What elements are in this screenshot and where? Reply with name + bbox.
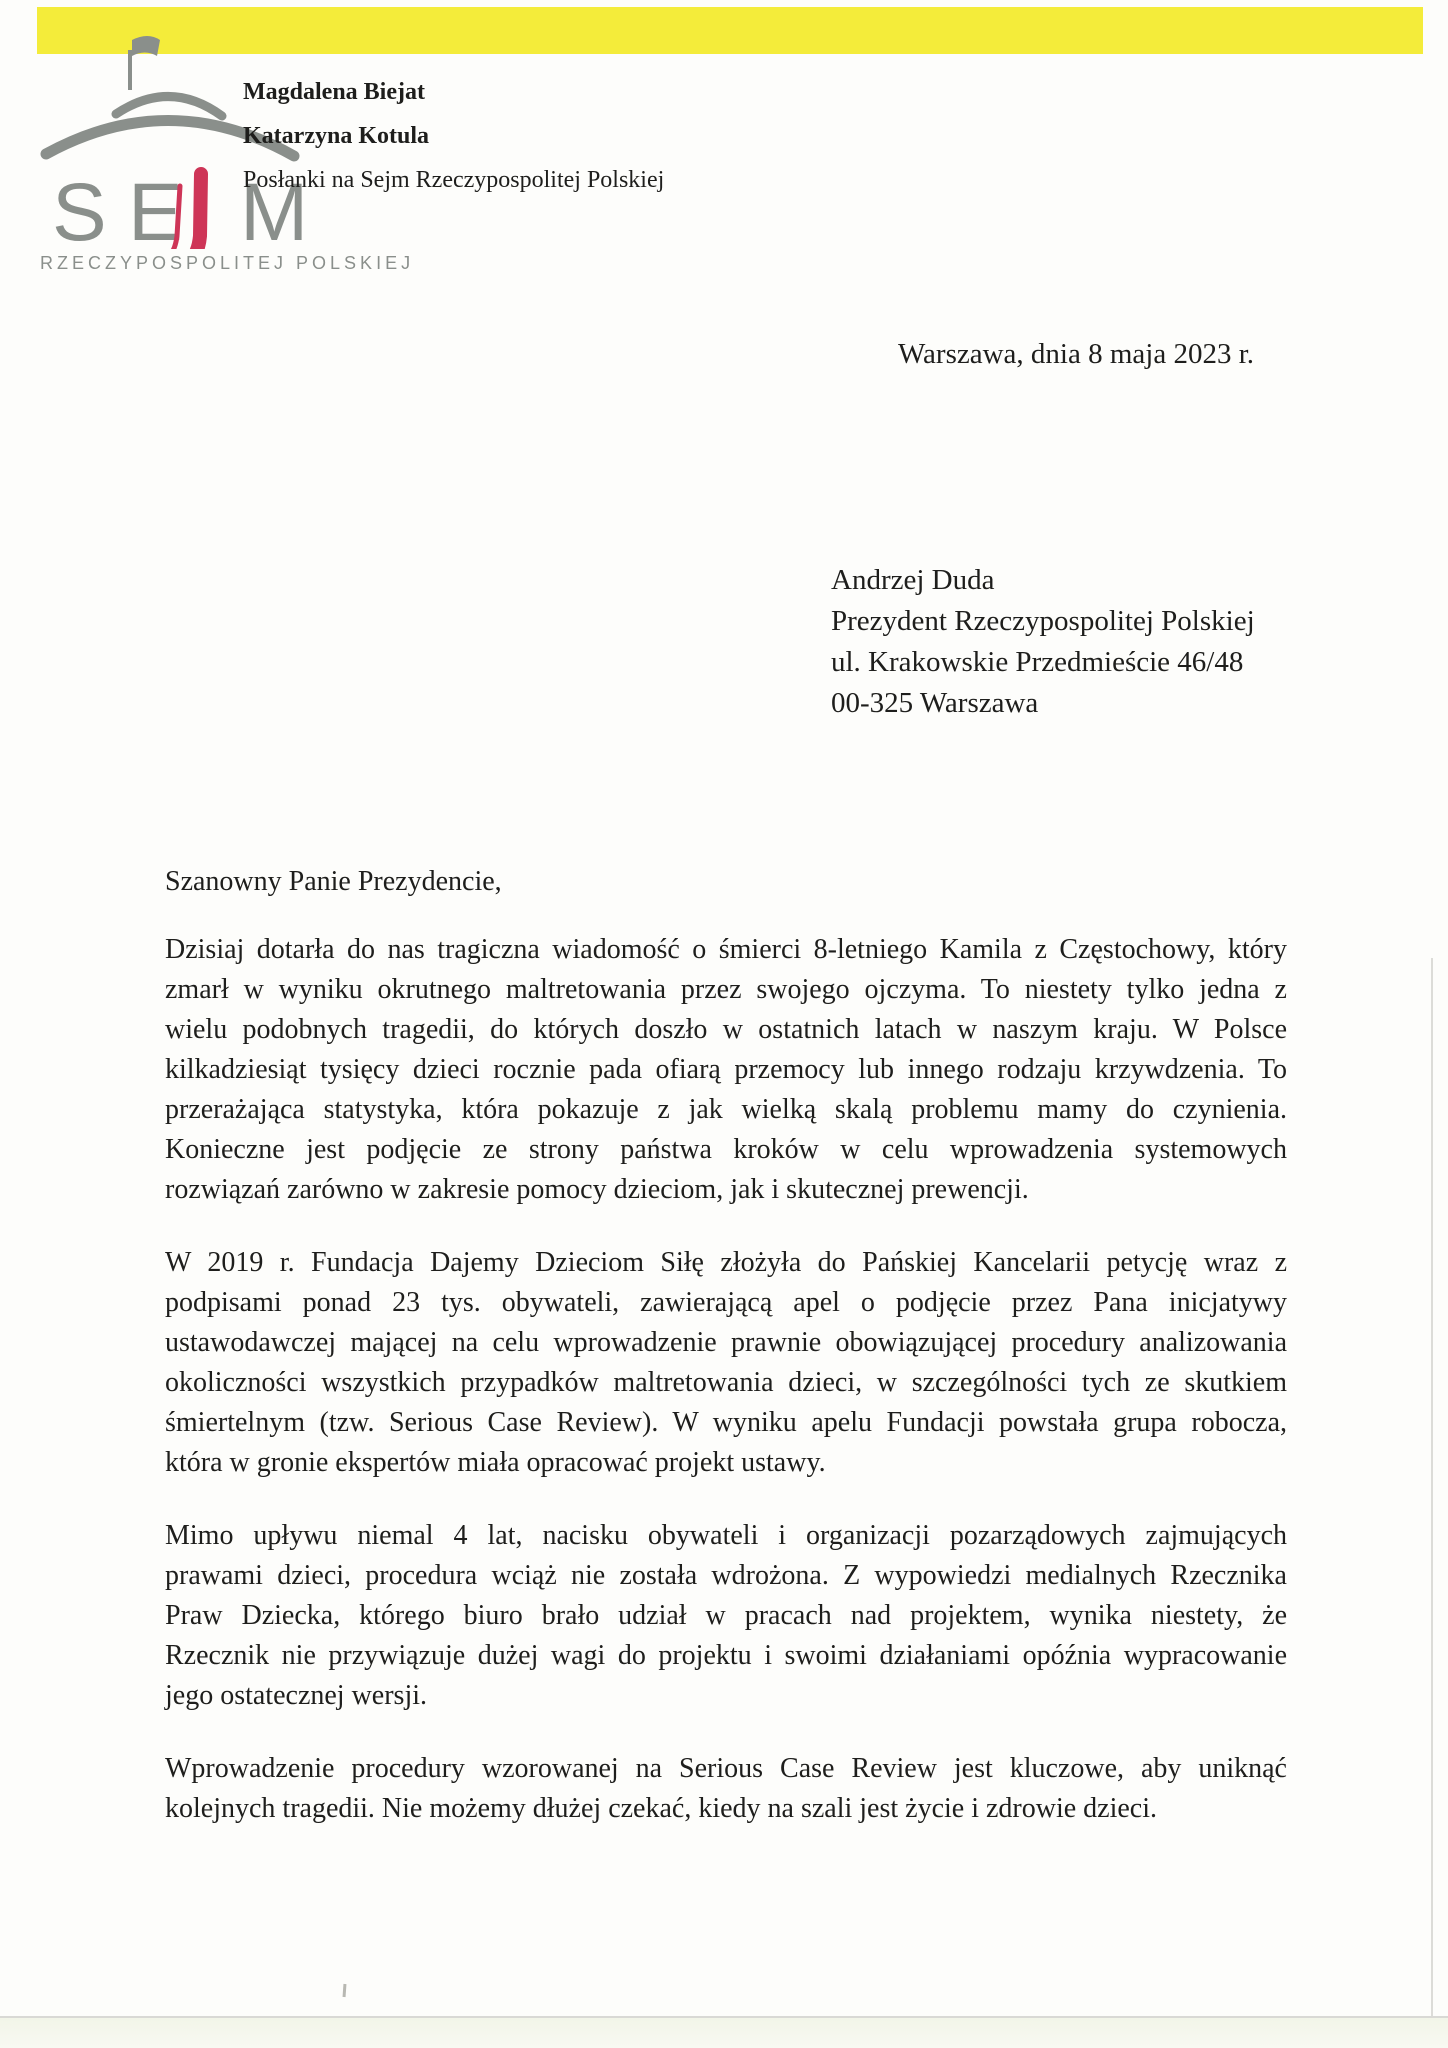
logo-caption: RZECZYPOSPOLITEJ POLSKIEJ — [40, 253, 415, 273]
body-line: która w gronie ekspertów miała opracować projekt ustawy. — [165, 1447, 826, 1478]
sender-name-1: Magdalena Biejat — [243, 79, 425, 105]
recipient-city: 00-325 Warszawa — [831, 687, 1039, 719]
body-line: prawami dzieci, procedura wciąż nie została wdrożona. Z wypowiedzi medialnych Rzecznika — [165, 1560, 1287, 1591]
body-line: Rzecznik nie przywiązuje dużej wagi do projektu i swoimi działaniami opóźnia wypracowanie — [165, 1640, 1287, 1671]
salutation: Szanowny Panie Prezydencie, — [165, 866, 502, 897]
flag-icon — [128, 36, 160, 90]
scan-speck — [343, 1984, 347, 1997]
body-line: wielu podobnych tragedii, do których doszło w ostatnich latach w naszym kraju. W Polsce — [165, 1014, 1287, 1045]
body-line: Dzisiaj dotarła do nas tragiczna wiadomość o śmierci 8-letniego Kamila z Częstochowy, który — [165, 934, 1287, 965]
body-line: śmiertelnym (tzw. Serious Case Review). W wyniku apelu Fundacji powstała grupa robocza, — [165, 1407, 1287, 1438]
sender-name-2: Katarzyna Kotula — [243, 123, 429, 149]
body-line: przerażająca statystyka, która pokazuje z jak wielką skalą problemu mamy do czynienia. — [165, 1094, 1287, 1125]
sender-role: Posłanki na Sejm Rzeczypospolitej Polskiej — [243, 167, 665, 193]
body-line: jego ostatecznej wersji. — [165, 1680, 428, 1711]
logo-letter-s: S — [52, 167, 107, 249]
letter-body — [165, 930, 1287, 1862]
body-line: okoliczności wszystkich przypadków maltretowania dzieci, w szczególności tych ze skutkiem — [165, 1367, 1287, 1398]
body-line: Wprowadzenie procedury wzorowanej na Serious Case Review jest kluczowe, aby uniknąć — [165, 1753, 1287, 1784]
body-paragraph — [165, 930, 1287, 1210]
body-line: rozwiązań zarówno w zakresie pomocy dzieciom, jak i skutecznej prewencji. — [165, 1174, 1029, 1205]
body-line: Konieczne jest podjęcie ze strony państwa kroków w celu wprowadzenia systemowych — [165, 1134, 1287, 1165]
recipient-title: Prezydent Rzeczypospolitej Polskiej — [831, 605, 1255, 637]
recipient-block — [831, 560, 1255, 724]
body-line: Praw Dziecka, którego biuro brało udział w pracach nad projektem, wynika niestety, że — [165, 1600, 1287, 1631]
sender-block — [243, 70, 664, 202]
bottom-scan-band — [0, 2018, 1448, 2048]
recipient-name: Andrzej Duda — [831, 564, 995, 596]
dome-top-arc — [116, 96, 222, 116]
scan-edge-line — [1431, 958, 1433, 2016]
body-line: kilkadziesiąt tysięcy dzieci rocznie pada ofiarą przemocy lub innego rodzaju krzywdzenia. To — [165, 1054, 1287, 1085]
body-paragraph — [165, 1243, 1287, 1483]
dateline: Warszawa, dnia 8 maja 2023 r. — [898, 338, 1255, 370]
body-line: ustawodawczej mającej na celu wprowadzenie prawnie obowiązującej procedury analizowania — [165, 1327, 1287, 1358]
body-line: W 2019 r. Fundacja Dajemy Dzieciom Siłę złożyła do Pańskiej Kancelarii petycję wraz z — [165, 1247, 1287, 1278]
body-line: zmarł w wyniku okrutnego maltretowania przez swojego ojczyma. To niestety tylko jedna z — [165, 974, 1287, 1005]
body-line: Mimo upływu niemal 4 lat, nacisku obywateli i organizacji pozarządowych zajmujących — [165, 1520, 1287, 1551]
body-line: kolejnych tragedii. Nie możemy dłużej czekać, kiedy na szali jest życie i zdrowie dzieci. — [165, 1793, 1158, 1824]
logo-letter-e: E — [128, 167, 183, 249]
body-line: podpisami ponad 23 tys. obywateli, zawierającą apel o podjęcie przez Pana inicjatywy — [165, 1287, 1287, 1318]
logo-letter-m: M — [240, 167, 309, 249]
recipient-street: ul. Krakowskie Przedmieście 46/48 — [831, 646, 1244, 678]
body-paragraph — [165, 1516, 1287, 1716]
body-paragraph — [165, 1749, 1287, 1829]
